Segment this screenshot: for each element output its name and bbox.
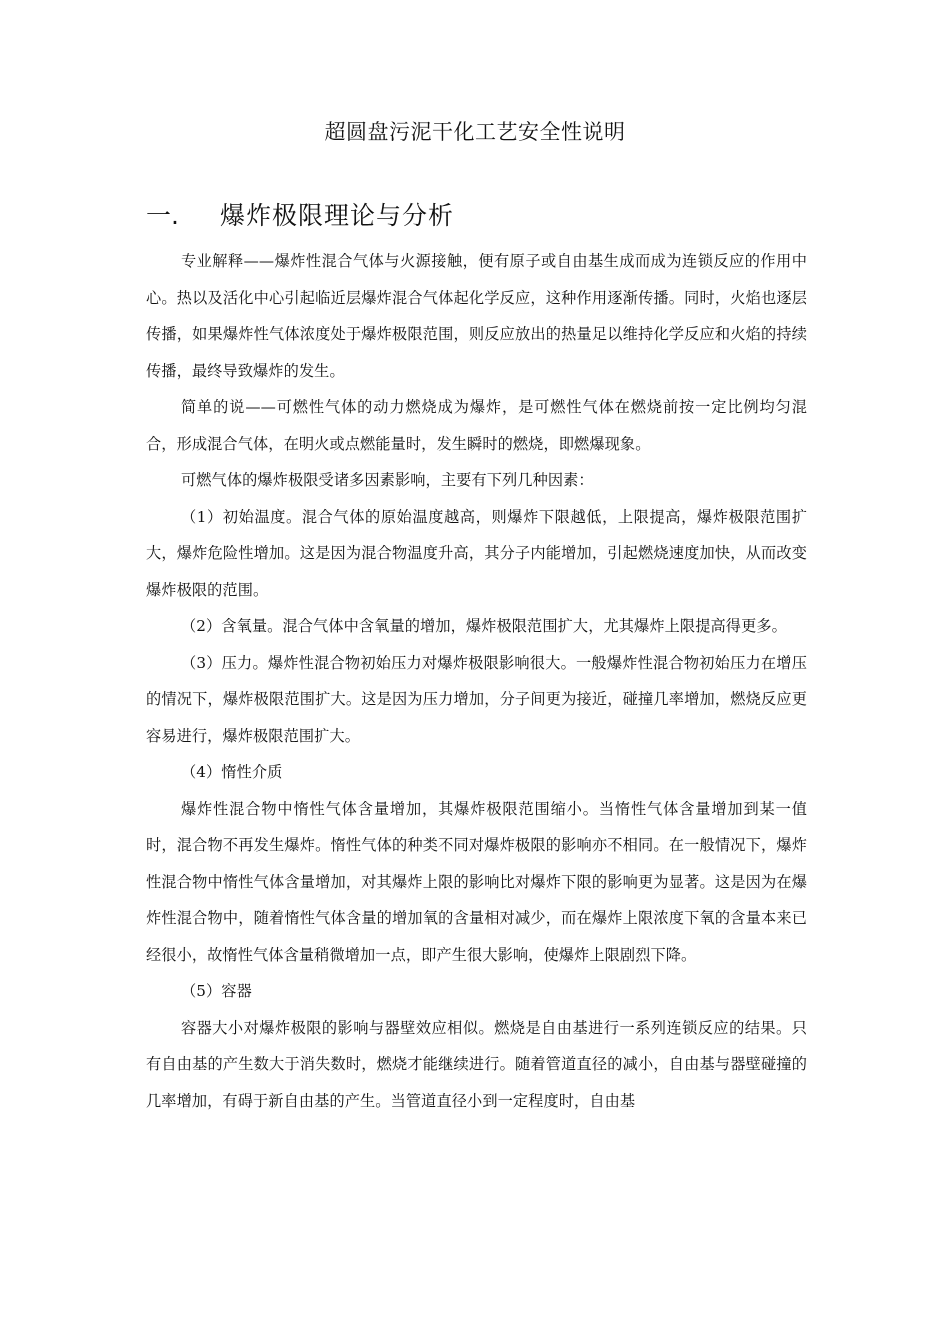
paragraph-container: 容器大小对爆炸极限的影响与器壁效应相似。燃烧是自由基进行一系列连锁反应的结果。只有自由基的产生数大于消失数时，燃烧才能继续进行。随着管道直径的减小，自由基与器壁碰撞的几率增加，有碍于新自由基的产生。当管道直径小到一定程度时，自由基 — [146, 1018, 807, 1110]
section-heading — [146, 196, 806, 236]
section-number: 一. — [146, 201, 179, 230]
paragraph-inert-medium: 爆炸性混合物中惰性气体含量增加，其爆炸极限范围缩小。当惰性气体含量增加到某一值时，混合物不再发生爆炸。惰性气体的种类不同对爆炸极限的影响亦不相同。在一般情况下，爆炸性混合物中惰性气体含量增加，对其爆炸上限的影响比对爆炸下限的影响更为显著。这是因为在爆炸性混合物中，随着惰性气体含量的增加氧的含量相对减少，而在爆炸上限浓度下氧的含量本来已经很小，故惰性气体含量稍微增加一点，即产生很大影响，使爆炸上限剧烈下降。 — [146, 799, 807, 964]
paragraph-professional-explanation: 专业解释——爆炸性混合气体与火源接触，便有原子或自由基生成而成为连锁反应的作用中心。热以及活化中心引起临近层爆炸混合气体起化学反应，这种作用逐渐传播。同时，火焰也逐层传播，如果爆炸性气体浓度处于爆炸极限范围，则反应放出的热量足以维持化学反应和火焰的持续传播，最终导致爆炸的发生。 — [146, 252, 807, 380]
paragraph-pressure: （3）压力。爆炸性混合物初始压力对爆炸极限影响很大。一般爆炸性混合物初始压力在增压的情况下，爆炸极限范围扩大。这是因为压力增加，分子间更为接近，碰撞几率增加，燃烧反应更容易进行，爆炸极限范围扩大。 — [146, 653, 807, 745]
paragraph-initial-temperature: （1）初始温度。混合气体的原始温度越高，则爆炸下限越低，上限提高，爆炸极限范围扩大，爆炸危险性增加。这是因为混合物温度升高，其分子内能增加，引起燃烧速度加快，从而改变爆炸极限的范围。 — [146, 507, 807, 599]
paragraph-oxygen-content: （2）含氧量。混合气体中含氧量的增加，爆炸极限范围扩大，尤其爆炸上限提高得更多。 — [180, 617, 787, 635]
paragraph-inert-medium-heading: （4）惰性介质 — [180, 763, 283, 781]
paragraph-simple-explanation: 简单的说——可燃性气体的动力燃烧成为爆炸，是可燃性气体在燃烧前按一定比例均匀混合，形成混合气体，在明火或点燃能量时，发生瞬时的燃烧，即燃爆现象。 — [146, 398, 807, 453]
paragraph-factors-intro: 可燃气体的爆炸极限受诸多因素影响，主要有下列几种因素： — [180, 471, 594, 489]
paragraph-container-heading: （5）容器 — [180, 982, 252, 1000]
section-title: 爆炸极限理论与分析 — [220, 201, 455, 230]
body-text — [146, 243, 807, 1119]
document-title: 超圆盘污泥干化工艺安全性说明 — [324, 120, 626, 144]
